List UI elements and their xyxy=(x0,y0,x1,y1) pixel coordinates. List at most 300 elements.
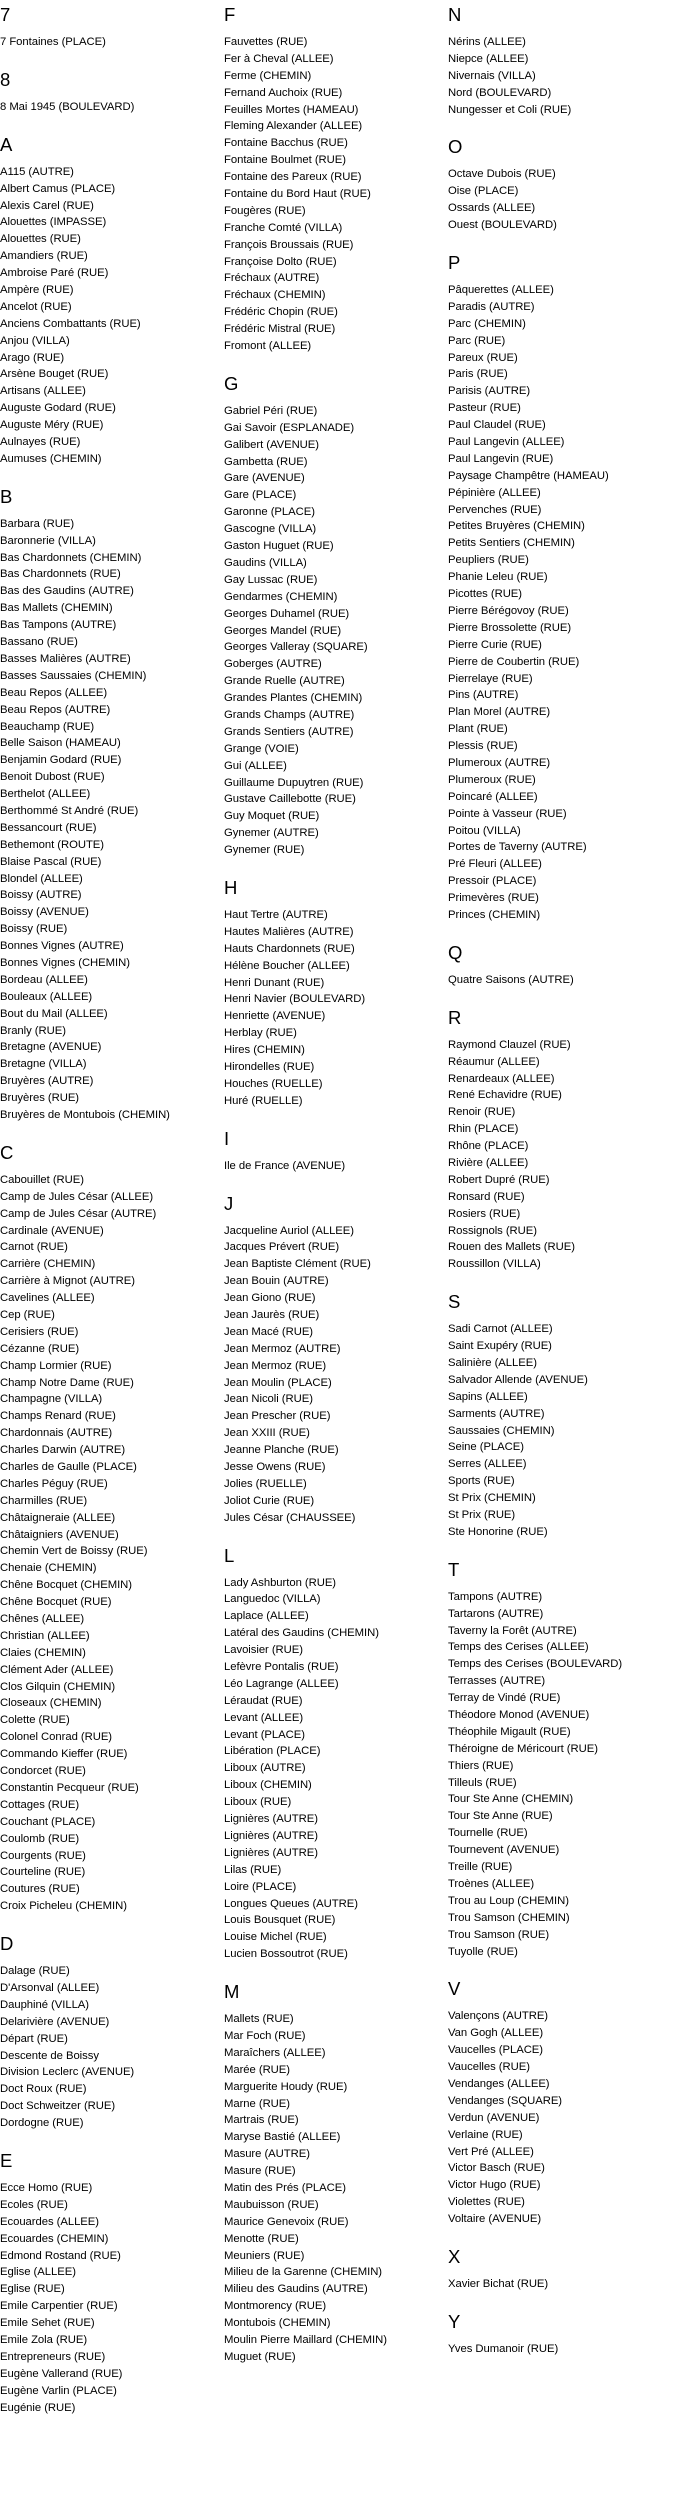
street-entry: Jules César (CHAUSSEE) xyxy=(224,1511,356,1524)
street-entry: Benoit Dubost (RUE) xyxy=(0,771,105,784)
street-entry: Jeanne Planche (RUE) xyxy=(224,1444,339,1457)
street-entry: Trou Samson (RUE) xyxy=(448,1928,550,1941)
street-entry: Fréchaux (AUTRE) xyxy=(224,272,320,285)
street-entry: Blondel (ALLEE) xyxy=(0,872,83,885)
street-entry: Menotte (RUE) xyxy=(224,2232,299,2245)
street-entry: Paysage Champêtre (HAMEAU) xyxy=(448,469,609,482)
street-entry: Jacqueline Auriol (ALLEE) xyxy=(224,1224,354,1237)
street-entry: Théophile Migault (RUE) xyxy=(448,1725,571,1738)
street-entry: Anciens Combattants (RUE) xyxy=(0,317,141,330)
street-entry: Herblay (RUE) xyxy=(224,1027,297,1040)
street-entry: Croix Picheleu (CHEMIN) xyxy=(0,1900,127,1913)
street-entry: Lucien Bossoutrot (RUE) xyxy=(224,1948,348,1961)
letter-section xyxy=(224,4,444,355)
street-entry: Bretagne (VILLA) xyxy=(0,1058,87,1071)
street-entry: Fauvettes (RUE) xyxy=(224,36,308,48)
street-entry: Doct Schweitzer (RUE) xyxy=(0,2100,116,2113)
street-entry: Maryse Bastié (ALLEE) xyxy=(224,2131,341,2144)
section-letter-heading: V xyxy=(448,1978,461,2000)
street-entry: Camp de Jules César (ALLEE) xyxy=(0,1190,154,1203)
street-entry: Doct Roux (RUE) xyxy=(0,2083,87,2096)
street-entry: Meuniers (RUE) xyxy=(224,2249,305,2262)
street-entry: Guillaume Dupuytren (RUE) xyxy=(224,776,364,789)
street-entry: Réaumur (ALLEE) xyxy=(448,1055,540,1068)
street-entry: Franche Comté (VILLA) xyxy=(224,221,343,234)
street-entry: Phanie Leleu (RUE) xyxy=(448,571,548,584)
street-entry: Condorcet (RUE) xyxy=(0,1765,86,1778)
street-entry: Gare (PLACE) xyxy=(224,489,297,502)
street-entry: Pervenches (RUE) xyxy=(448,503,542,516)
street-entry: Frédéric Chopin (RUE) xyxy=(224,306,338,319)
street-entry: Jean XXIII (RUE) xyxy=(224,1427,310,1440)
street-entry: Cardinale (AVENUE) xyxy=(0,1224,104,1237)
street-entry: Eugène Varlin (PLACE) xyxy=(0,2384,117,2397)
street-entry: Thiers (RUE) xyxy=(448,1759,514,1772)
street-entry: Courgents (RUE) xyxy=(0,1849,86,1862)
street-entry: Vaucelles (PLACE) xyxy=(448,2044,544,2057)
street-entry: Pasteur (RUE) xyxy=(448,402,521,415)
street-entry: Charles Darwin (AUTRE) xyxy=(0,1444,126,1457)
street-entry: Rhône (PLACE) xyxy=(448,1140,529,1153)
street-entry: Gendarmes (CHEMIN) xyxy=(224,590,338,603)
street-entry: Parc (CHEMIN) xyxy=(448,317,526,330)
street-entry: Violettes (RUE) xyxy=(448,2196,525,2209)
street-entry: Milieu de la Garenne (CHEMIN) xyxy=(224,2266,383,2279)
street-entry: Loire (PLACE) xyxy=(224,1880,297,1893)
letter-section xyxy=(448,4,675,118)
street-entry: Plan Morel (AUTRE) xyxy=(448,706,551,719)
street-entry: Auguste Méry (RUE) xyxy=(0,419,104,432)
street-entry: Jean Macé (RUE) xyxy=(224,1325,314,1338)
street-entry: Goberges (AUTRE) xyxy=(224,658,322,671)
street-entry: Bonnes Vignes (CHEMIN) xyxy=(0,956,130,969)
street-entry: Jean Moulin (PLACE) xyxy=(224,1376,332,1389)
street-entry: Grandes Plantes (CHEMIN) xyxy=(224,692,363,705)
street-entry: Aumuses (CHEMIN) xyxy=(0,452,102,465)
street-entry: Beauchamp (RUE) xyxy=(0,720,95,733)
street-entry: Quatre Saisons (AUTRE) xyxy=(448,973,574,986)
street-entry: Niepce (ALLEE) xyxy=(448,52,529,65)
street-entry: Marne (RUE) xyxy=(224,2097,290,2110)
street-entry: Chêne Bocquet (RUE) xyxy=(0,1596,112,1609)
street-entry: Bas des Gaudins (AUTRE) xyxy=(0,585,134,598)
street-entry: Alouettes (IMPASSE) xyxy=(0,216,107,229)
street-entry: Bas Chardonnets (CHEMIN) xyxy=(0,551,142,564)
street-entry: Dalage (RUE) xyxy=(0,1965,70,1978)
street-entry: Bruyères (RUE) xyxy=(0,1092,80,1105)
section-letter-heading: F xyxy=(224,4,236,25)
letter-section xyxy=(0,1142,220,1915)
street-entry: Latéral des Gaudins (CHEMIN) xyxy=(224,1627,379,1640)
section-letter-heading: D xyxy=(0,1933,14,1955)
letter-section xyxy=(224,1193,444,1527)
street-entry: Lignières (AUTRE) xyxy=(224,1813,318,1826)
street-entry: Tuyolle (RUE) xyxy=(448,1945,518,1958)
street-entry: Maraîchers (ALLEE) xyxy=(224,2046,326,2059)
street-entry: Coulomb (RUE) xyxy=(0,1832,80,1845)
street-entry: Saussaies (CHEMIN) xyxy=(448,1424,555,1437)
street-entry: Delarivière (AVENUE) xyxy=(0,2015,110,2028)
street-entry: Commando Kieffer (RUE) xyxy=(0,1748,128,1761)
street-entry: Pierre Bérégovoy (RUE) xyxy=(448,604,569,617)
street-entry: Liboux (AUTRE) xyxy=(224,1762,306,1775)
street-entry: Plumeroux (AUTRE) xyxy=(448,756,551,769)
street-entry: Ecce Homo (RUE) xyxy=(0,2181,93,2194)
street-entry: Hautes Malières (AUTRE) xyxy=(224,925,354,938)
street-entry: Marée (RUE) xyxy=(224,2063,290,2076)
street-entry: Salinière (ALLEE) xyxy=(448,1357,537,1369)
street-entry: 7 Fontaines (PLACE) xyxy=(0,36,106,48)
section-letter-heading: X xyxy=(448,2245,461,2267)
street-entry: Mar Foch (RUE) xyxy=(224,2029,306,2042)
street-entry: Eglise (RUE) xyxy=(0,2283,65,2296)
street-entry: Ste Honorine (RUE) xyxy=(448,1525,548,1538)
street-entry: Boissy (AUTRE) xyxy=(0,889,82,902)
street-entry: Oise (PLACE) xyxy=(448,185,519,198)
street-entry: Plumeroux (RUE) xyxy=(448,773,536,786)
street-entry: Jolies (RUELLE) xyxy=(224,1477,307,1490)
street-entry: Tournevent (AVENUE) xyxy=(448,1844,560,1857)
street-entry: Valençons (AUTRE) xyxy=(448,2010,549,2023)
street-entry: Boissy (RUE) xyxy=(0,923,68,936)
street-entry: Cerisiers (RUE) xyxy=(0,1325,79,1338)
street-entry: Renoir (RUE) xyxy=(448,1106,516,1119)
street-entry: Cep (RUE) xyxy=(0,1309,55,1321)
letter-section xyxy=(448,942,675,989)
section-letter-heading: R xyxy=(448,1006,462,1028)
street-entry: Rivière (ALLEE) xyxy=(448,1156,529,1169)
street-entry: Fer à Cheval (ALLEE) xyxy=(224,52,334,65)
street-entry: Princes (CHEMIN) xyxy=(448,908,541,921)
street-entry: Vendanges (ALLEE) xyxy=(448,2077,550,2090)
street-entry: Bas Tampons (AUTRE) xyxy=(0,619,117,632)
street-entry: Emile Sehet (RUE) xyxy=(0,2317,95,2330)
section-letter-heading: N xyxy=(448,4,462,25)
letter-section xyxy=(448,1559,675,1961)
street-entry: Champ Notre Dame (RUE) xyxy=(0,1376,134,1389)
street-entry: Temps des Cerises (BOULEVARD) xyxy=(448,1658,623,1671)
street-entry: Paul Langevin (RUE) xyxy=(448,452,554,465)
street-entry: Rosiers (RUE) xyxy=(448,1207,521,1220)
street-entry: Seine (PLACE) xyxy=(448,1441,524,1454)
street-entry: Fréchaux (CHEMIN) xyxy=(224,289,326,302)
street-entry: Masure (AUTRE) xyxy=(224,2148,310,2161)
street-entry: Rouen des Mallets (RUE) xyxy=(448,1241,575,1254)
street-entry: Charles Péguy (RUE) xyxy=(0,1477,108,1490)
street-entry: Picottes (RUE) xyxy=(448,588,522,601)
street-entry: Galibert (AVENUE) xyxy=(224,438,319,451)
street-entry: Liboux (RUE) xyxy=(224,1796,292,1809)
section-letter-heading: J xyxy=(224,1192,234,1214)
street-entry: Sports (RUE) xyxy=(448,1475,515,1488)
street-entry: Paris (RUE) xyxy=(448,368,508,381)
street-entry: Sadi Carnot (ALLEE) xyxy=(448,1323,553,1336)
street-entry: Nungesser et Coli (RUE) xyxy=(448,103,572,116)
letter-section xyxy=(448,1007,675,1273)
street-entry: Jacques Prévert (RUE) xyxy=(224,1241,340,1254)
street-entry: Vendanges (SQUARE) xyxy=(448,2094,563,2107)
street-entry: Tartarons (AUTRE) xyxy=(448,1607,544,1620)
street-entry: Sarments (AUTRE) xyxy=(448,1407,545,1420)
street-entry: Camp de Jules César (AUTRE) xyxy=(0,1207,157,1220)
street-entry: Fromont (ALLEE) xyxy=(224,340,312,353)
street-entry: Anjou (VILLA) xyxy=(0,334,70,347)
street-entry: Chenaie (CHEMIN) xyxy=(0,1562,97,1575)
street-entry: Pépinière (ALLEE) xyxy=(448,486,541,499)
street-entry: Fernand Auchoix (RUE) xyxy=(224,86,343,99)
street-entry: Grands Sentiers (AUTRE) xyxy=(224,725,354,738)
street-entry: Cézanne (RUE) xyxy=(0,1342,80,1355)
street-entry: Joliot Curie (RUE) xyxy=(224,1494,315,1507)
street-entry: René Echavidre (RUE) xyxy=(448,1089,562,1102)
street-entry: Terray de Vindé (RUE) xyxy=(448,1692,561,1705)
street-entry: Tournelle (RUE) xyxy=(448,1827,528,1840)
street-entry: Nord (BOULEVARD) xyxy=(448,86,552,99)
street-entry: Victor Basch (RUE) xyxy=(448,2162,545,2175)
street-entry: St Prix (CHEMIN) xyxy=(448,1492,536,1505)
section-letter-heading: Y xyxy=(448,2310,461,2332)
street-entry: Languedoc (VILLA) xyxy=(224,1593,321,1606)
letter-section xyxy=(448,1291,675,1541)
street-entry: St Prix (RUE) xyxy=(448,1509,516,1522)
street-entry: Courteline (RUE) xyxy=(0,1866,86,1879)
street-entry: Grande Ruelle (AUTRE) xyxy=(224,675,345,688)
street-entry: Eugène Vallerand (RUE) xyxy=(0,2367,123,2380)
street-entry: Basses Saussaies (CHEMIN) xyxy=(0,669,147,682)
street-entry: Cabouillet (RUE) xyxy=(0,1173,84,1186)
street-entry: Christian (ALLEE) xyxy=(0,1629,90,1642)
street-entry: Champagne (VILLA) xyxy=(0,1393,103,1406)
section-letter-heading: G xyxy=(224,372,239,394)
street-entry: Gui (ALLEE) xyxy=(224,759,287,772)
street-entry: Trou Samson (CHEMIN) xyxy=(448,1911,570,1924)
street-entry: Serres (ALLEE) xyxy=(448,1458,527,1471)
street-entry: Pointe à Vasseur (RUE) xyxy=(448,807,567,820)
street-entry: Guy Moquet (RUE) xyxy=(224,810,320,823)
street-entry: Bretagne (AVENUE) xyxy=(0,1041,102,1054)
street-entry: Ecoles (RUE) xyxy=(0,2198,68,2211)
street-entry: Bruyères (AUTRE) xyxy=(0,1075,94,1088)
street-entry: Ecouardes (ALLEE) xyxy=(0,2215,99,2228)
street-entry: Temps des Cerises (ALLEE) xyxy=(448,1641,589,1654)
street-entry: Berthelot (ALLEE) xyxy=(0,788,91,801)
street-entry: Berthommé St André (RUE) xyxy=(0,804,139,817)
street-entry: Fleming Alexander (ALLEE) xyxy=(224,120,363,133)
street-entry: Rhin (PLACE) xyxy=(448,1123,519,1136)
street-entry: Blaise Pascal (RUE) xyxy=(0,855,102,868)
street-entry: Terrasses (AUTRE) xyxy=(448,1675,546,1688)
street-entry: Levant (PLACE) xyxy=(224,1728,305,1741)
street-entry: Couchant (PLACE) xyxy=(0,1815,96,1828)
street-entry: Pierrelaye (RUE) xyxy=(448,672,533,685)
street-entry: Hauts Chardonnets (RUE) xyxy=(224,942,355,955)
street-entry: Portes de Taverny (AUTRE) xyxy=(448,841,587,854)
section-letter-heading: E xyxy=(0,2149,13,2171)
street-entry: Petites Bruyères (CHEMIN) xyxy=(448,520,585,533)
street-entry: Poincaré (ALLEE) xyxy=(448,790,538,803)
street-entry: Nivernais (VILLA) xyxy=(448,69,536,82)
street-entry: Coutures (RUE) xyxy=(0,1883,80,1896)
index-column-1 xyxy=(0,4,220,2434)
street-entry: Plessis (RUE) xyxy=(448,740,518,753)
street-entry: Eugénie (RUE) xyxy=(0,2401,76,2414)
street-entry: Ossards (ALLEE) xyxy=(448,202,536,215)
street-entry: Cottages (RUE) xyxy=(0,1798,80,1811)
street-entry: Clément Ader (ALLEE) xyxy=(0,1663,114,1676)
street-entry: Pâquerettes (ALLEE) xyxy=(448,284,554,297)
street-entry: Parc (RUE) xyxy=(448,334,506,347)
street-entry: Gambetta (RUE) xyxy=(224,455,308,468)
street-entry: Léraudat (RUE) xyxy=(224,1694,303,1707)
street-entry: Bas Mallets (CHEMIN) xyxy=(0,602,113,615)
section-letter-heading: O xyxy=(448,136,463,158)
street-entry: Louis Bousquet (RUE) xyxy=(224,1914,336,1927)
street-entry: Eglise (ALLEE) xyxy=(0,2266,76,2279)
street-entry: Entrepreneurs (RUE) xyxy=(0,2350,106,2363)
street-entry: Fontaine Boulmet (RUE) xyxy=(224,154,346,167)
section-letter-heading: 8 xyxy=(0,68,11,90)
street-entry: Colette (RUE) xyxy=(0,1714,70,1727)
street-entry: Albert Camus (PLACE) xyxy=(0,182,116,195)
street-entry: Lady Ashburton (RUE) xyxy=(224,1576,337,1589)
letter-section xyxy=(224,1128,444,1175)
street-entry: Gabriel Péri (RUE) xyxy=(224,404,318,417)
street-entry: Emile Zola (RUE) xyxy=(0,2333,88,2346)
street-entry: Lefèvre Pontalis (RUE) xyxy=(224,1661,339,1674)
street-entry: Raymond Clauzel (RUE) xyxy=(448,1038,571,1051)
street-entry: Gay Lussac (RUE) xyxy=(224,573,318,586)
section-letter-heading: 7 xyxy=(0,4,11,25)
street-entry: Henri Dunant (RUE) xyxy=(224,976,325,989)
letter-section xyxy=(224,1545,444,1963)
street-entry: François Broussais (RUE) xyxy=(224,238,354,251)
street-entry: Champs Renard (RUE) xyxy=(0,1410,116,1423)
street-entry: Tour Ste Anne (CHEMIN) xyxy=(448,1793,574,1806)
street-entry: Renardeaux (ALLEE) xyxy=(448,1072,555,1085)
street-entry: Maurice Genevoix (RUE) xyxy=(224,2215,349,2228)
street-entry: Houches (RUELLE) xyxy=(224,1077,323,1090)
street-entry: Bassano (RUE) xyxy=(0,636,78,649)
street-entry: Benjamin Godard (RUE) xyxy=(0,754,122,767)
street-entry: Paradis (AUTRE) xyxy=(448,300,535,313)
street-entry: Moulin Pierre Maillard (CHEMIN) xyxy=(224,2333,387,2346)
street-entry: Clos Gilquin (CHEMIN) xyxy=(0,1680,116,1693)
street-entry: Auguste Godard (RUE) xyxy=(0,402,116,415)
letter-section xyxy=(224,1981,444,2366)
street-entry: 8 Mai 1945 (BOULEVARD) xyxy=(0,100,135,113)
street-entry: Gaston Huguet (RUE) xyxy=(224,540,334,553)
street-entry: Feuilles Mortes (HAMEAU) xyxy=(224,103,359,116)
street-entry: Sapins (ALLEE) xyxy=(448,1390,528,1403)
section-letter-heading: B xyxy=(0,485,13,507)
street-entry: D'Arsonval (ALLEE) xyxy=(0,1981,100,1994)
street-entry: Pressoir (PLACE) xyxy=(448,875,537,888)
street-entry: Longues Queues (AUTRE) xyxy=(224,1897,358,1910)
street-entry: Champ Lormier (RUE) xyxy=(0,1359,112,1372)
street-entry: Jean Giono (RUE) xyxy=(224,1292,316,1305)
street-entry: Georges Valleray (SQUARE) xyxy=(224,641,368,654)
street-entry: Muguet (RUE) xyxy=(224,2350,296,2363)
letter-section xyxy=(0,1933,220,2132)
street-entry: Théroigne de Méricourt (RUE) xyxy=(448,1742,598,1755)
street-entry: Bouleaux (ALLEE) xyxy=(0,990,93,1003)
street-entry: Fontaine Bacchus (RUE) xyxy=(224,137,348,150)
street-entry: Henri Navier (BOULEVARD) xyxy=(224,993,366,1006)
street-entry: Marguerite Houdy (RUE) xyxy=(224,2080,348,2093)
street-entry: Edmond Rostand (RUE) xyxy=(0,2249,121,2262)
letter-section xyxy=(0,4,220,51)
street-entry: Chênes (ALLEE) xyxy=(0,1613,85,1626)
street-entry: Verdun (AVENUE) xyxy=(448,2111,540,2124)
street-entry: Ancelot (RUE) xyxy=(0,300,72,313)
street-entry: Peupliers (RUE) xyxy=(448,554,529,567)
street-entry: Henriette (AVENUE) xyxy=(224,1010,326,1023)
street-entry: Mallets (RUE) xyxy=(224,2013,294,2026)
street-entry: Lilas (RUE) xyxy=(224,1863,282,1876)
street-entry: Vaucelles (RUE) xyxy=(448,2061,530,2074)
street-entry: A115 (AUTRE) xyxy=(0,165,74,178)
street-entry: Dauphiné (VILLA) xyxy=(0,1998,90,2011)
street-entry: Taverny la Forêt (AUTRE) xyxy=(448,1624,577,1637)
street-entry: Branly (RUE) xyxy=(0,1024,66,1037)
letter-section xyxy=(448,136,675,234)
street-entry: Charles de Gaulle (PLACE) xyxy=(0,1461,137,1474)
street-entry: Pierre Curie (RUE) xyxy=(448,638,542,651)
street-entry: Voltaire (AVENUE) xyxy=(448,2213,542,2226)
street-entry: Constantin Pecqueur (RUE) xyxy=(0,1781,139,1794)
street-entry: Jean Baptiste Clément (RUE) xyxy=(224,1258,371,1271)
street-entry: Division Leclerc (AVENUE) xyxy=(0,2066,135,2079)
street-entry: Fontaine du Bord Haut (RUE) xyxy=(224,188,371,201)
street-entry: Grands Champs (AUTRE) xyxy=(224,708,355,721)
street-entry: Jesse Owens (RUE) xyxy=(224,1461,326,1474)
letter-section xyxy=(0,69,220,116)
street-entry: Aulnayes (RUE) xyxy=(0,436,81,449)
street-entry: Roussillon (VILLA) xyxy=(448,1258,541,1271)
section-letter-heading: I xyxy=(224,1127,230,1149)
street-entry: Poitou (VILLA) xyxy=(448,824,521,837)
street-entry: Châtaigniers (AVENUE) xyxy=(0,1528,119,1541)
street-entry: Claies (CHEMIN) xyxy=(0,1646,86,1659)
street-entry: Gascogne (VILLA) xyxy=(224,523,317,536)
section-letter-heading: A xyxy=(0,133,13,155)
street-entry: Gai Savoir (ESPLANADE) xyxy=(224,421,355,434)
street-entry: Tilleuls (RUE) xyxy=(448,1776,517,1789)
section-letter-heading: P xyxy=(448,252,461,274)
street-entry: Lignières (AUTRE) xyxy=(224,1829,318,1842)
street-entry: Martrais (RUE) xyxy=(224,2114,299,2127)
street-entry: Rossignols (RUE) xyxy=(448,1224,537,1237)
street-entry: Lavoisier (RUE) xyxy=(224,1644,303,1657)
street-entry: Carrière à Mignot (AUTRE) xyxy=(0,1275,135,1288)
street-entry: Jean Prescher (RUE) xyxy=(224,1410,331,1423)
street-entry: Octave Dubois (RUE) xyxy=(448,168,556,181)
street-entry: Bonnes Vignes (AUTRE) xyxy=(0,940,124,953)
street-entry: Bas Chardonnets (RUE) xyxy=(0,568,121,581)
street-entry: Fontaine des Pareux (RUE) xyxy=(224,171,362,184)
street-entry: Robert Dupré (RUE) xyxy=(448,1173,550,1186)
street-entry: Salvador Allende (AVENUE) xyxy=(448,1373,588,1386)
street-entry: Charmilles (RUE) xyxy=(0,1494,88,1507)
street-entry: Troènes (ALLEE) xyxy=(448,1877,535,1890)
section-letter-heading: C xyxy=(0,1141,14,1163)
street-entry: Montmorency (RUE) xyxy=(224,2300,327,2313)
street-entry: Jean Nicoli (RUE) xyxy=(224,1393,313,1406)
street-entry: Plant (RUE) xyxy=(448,723,508,736)
section-letter-heading: L xyxy=(224,1544,235,1566)
street-entry: Gynemer (RUE) xyxy=(224,844,305,857)
street-entry: Bethemont (ROUTE) xyxy=(0,838,104,851)
